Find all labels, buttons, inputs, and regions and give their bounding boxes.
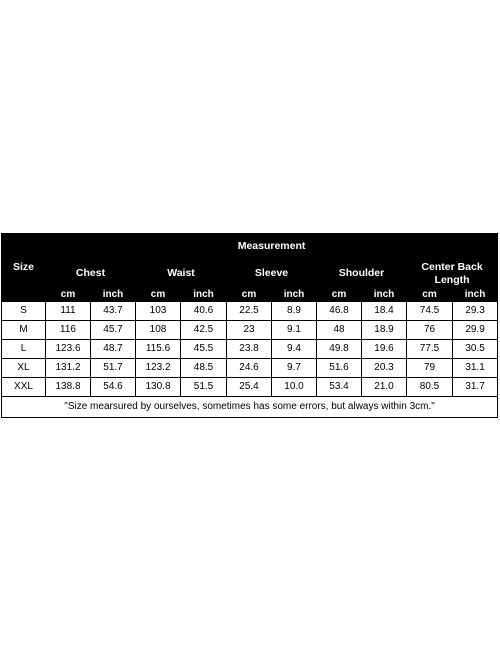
value-cell: 43.7 [91,302,136,321]
unit-inch-header: inch [181,288,227,302]
value-cell: 111 [46,302,91,321]
sleeve-header: Sleeve [227,260,317,288]
unit-inch-header: inch [453,288,498,302]
value-cell: 9.1 [272,321,317,340]
value-cell: 18.4 [362,302,407,321]
value-cell: 115.6 [136,340,181,359]
value-cell: 10.0 [272,378,317,397]
value-cell: 103 [136,302,181,321]
value-cell: 19.6 [362,340,407,359]
unit-cm-header: cm [317,288,362,302]
unit-inch-header: inch [272,288,317,302]
measurement-note: "Size mearsured by ourselves, sometimes has some errors, but always within 3cm." [2,397,498,418]
value-cell: 20.3 [362,359,407,378]
value-cell: 51.6 [317,359,362,378]
value-cell: 108 [136,321,181,340]
value-cell: 29.9 [453,321,498,340]
value-cell: 138.8 [46,378,91,397]
center-back-length-header: Center Back Length [407,260,498,288]
value-cell: 29.3 [453,302,498,321]
size-chart-table [1,233,498,418]
value-cell: 40.6 [181,302,227,321]
value-cell: 31.1 [453,359,498,378]
value-cell: 79 [407,359,453,378]
value-cell: 25.4 [227,378,272,397]
unit-inch-header: inch [91,288,136,302]
value-cell: 21.0 [362,378,407,397]
value-cell: 23.8 [227,340,272,359]
value-cell: 45.5 [181,340,227,359]
size-header: Size [2,234,46,302]
shoulder-header: Shoulder [317,260,407,288]
size-cell: M [2,321,46,340]
value-cell: 22.5 [227,302,272,321]
value-cell: 51.7 [91,359,136,378]
value-cell: 130.8 [136,378,181,397]
value-cell: 18.9 [362,321,407,340]
value-cell: 48.7 [91,340,136,359]
value-cell: 77.5 [407,340,453,359]
value-cell: 76 [407,321,453,340]
value-cell: 9.4 [272,340,317,359]
table-row [2,321,498,340]
value-cell: 51.5 [181,378,227,397]
value-cell: 80.5 [407,378,453,397]
size-cell: XXL [2,378,46,397]
table-row [2,378,498,397]
unit-inch-header: inch [362,288,407,302]
value-cell: 23 [227,321,272,340]
value-cell: 123.2 [136,359,181,378]
value-cell: 8.9 [272,302,317,321]
value-cell: 42.5 [181,321,227,340]
measurement-header: Measurement [46,234,498,260]
value-cell: 123.6 [46,340,91,359]
value-cell: 49.8 [317,340,362,359]
value-cell: 54.6 [91,378,136,397]
value-cell: 31.7 [453,378,498,397]
value-cell: 46.8 [317,302,362,321]
value-cell: 30.5 [453,340,498,359]
value-cell: 48.5 [181,359,227,378]
size-cell: S [2,302,46,321]
chest-header: Chest [46,260,136,288]
unit-cm-header: cm [227,288,272,302]
table-row [2,359,498,378]
value-cell: 45.7 [91,321,136,340]
value-cell: 53.4 [317,378,362,397]
unit-cm-header: cm [46,288,91,302]
size-cell: XL [2,359,46,378]
value-cell: 48 [317,321,362,340]
value-cell: 131.2 [46,359,91,378]
waist-header: Waist [136,260,227,288]
unit-cm-header: cm [136,288,181,302]
table-row [2,340,498,359]
value-cell: 9.7 [272,359,317,378]
size-cell: L [2,340,46,359]
value-cell: 116 [46,321,91,340]
value-cell: 24.6 [227,359,272,378]
value-cell: 74.5 [407,302,453,321]
table-row [2,302,498,321]
unit-cm-header: cm [407,288,453,302]
